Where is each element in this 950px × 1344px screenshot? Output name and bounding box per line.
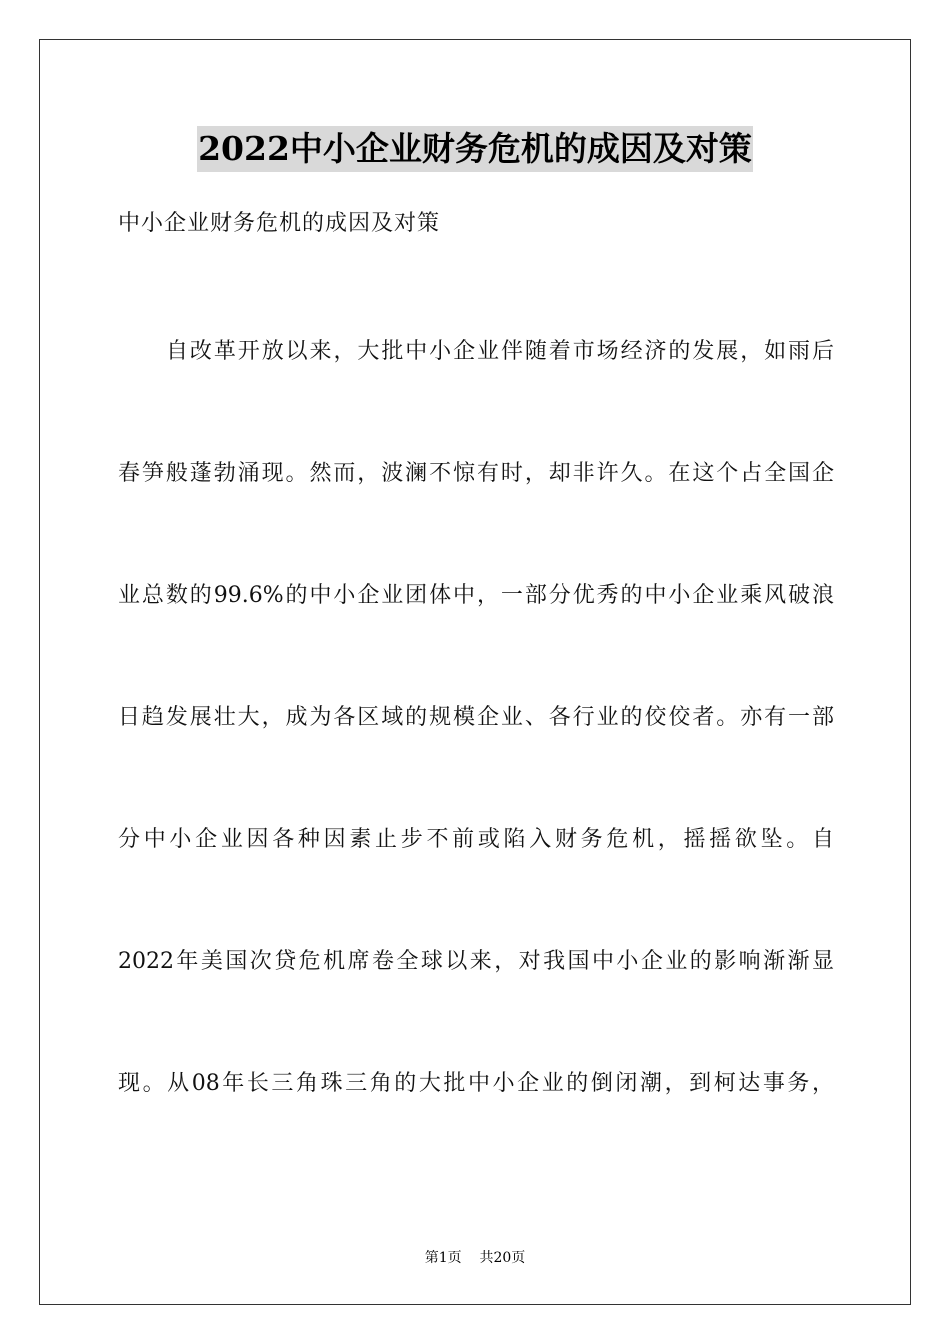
paragraph-line-5: 分中小企业因各种因素止步不前或陷入财务危机，摇摇欲坠。自 — [118, 827, 834, 852]
document-title: 2022中小企业财务危机的成因及对策 — [197, 126, 753, 172]
paragraph-line-6: 2022年美国次贷危机席卷全球以来，对我国中小企业的影响渐渐显 — [118, 949, 834, 974]
paragraph-line-3: 业总数的99.6%的中小企业团体中，一部分优秀的中小企业乘风破浪 — [118, 583, 834, 608]
page-footer — [0, 1248, 950, 1268]
title-container — [0, 126, 950, 172]
paragraph-line-7: 现。从08年长三角珠三角的大批中小企业的倒闭潮，到柯达事务， — [118, 1071, 834, 1096]
paragraph-line-4: 日趋发展壮大，成为各区域的规模企业、各行业的佼佼者。亦有一部 — [118, 705, 834, 730]
paragraph-line-1: 自改革开放以来，大批中小企业伴随着市场经济的发展，如雨后 — [166, 339, 834, 364]
page-number: 第1页 — [424, 1250, 462, 1266]
page-total: 共20页 — [479, 1250, 526, 1266]
paragraph-line-2: 春笋般蓬勃涌现。然而，波澜不惊有时，却非许久。在这个占全国企 — [118, 461, 834, 486]
document-subtitle: 中小企业财务危机的成因及对策 — [118, 211, 441, 236]
